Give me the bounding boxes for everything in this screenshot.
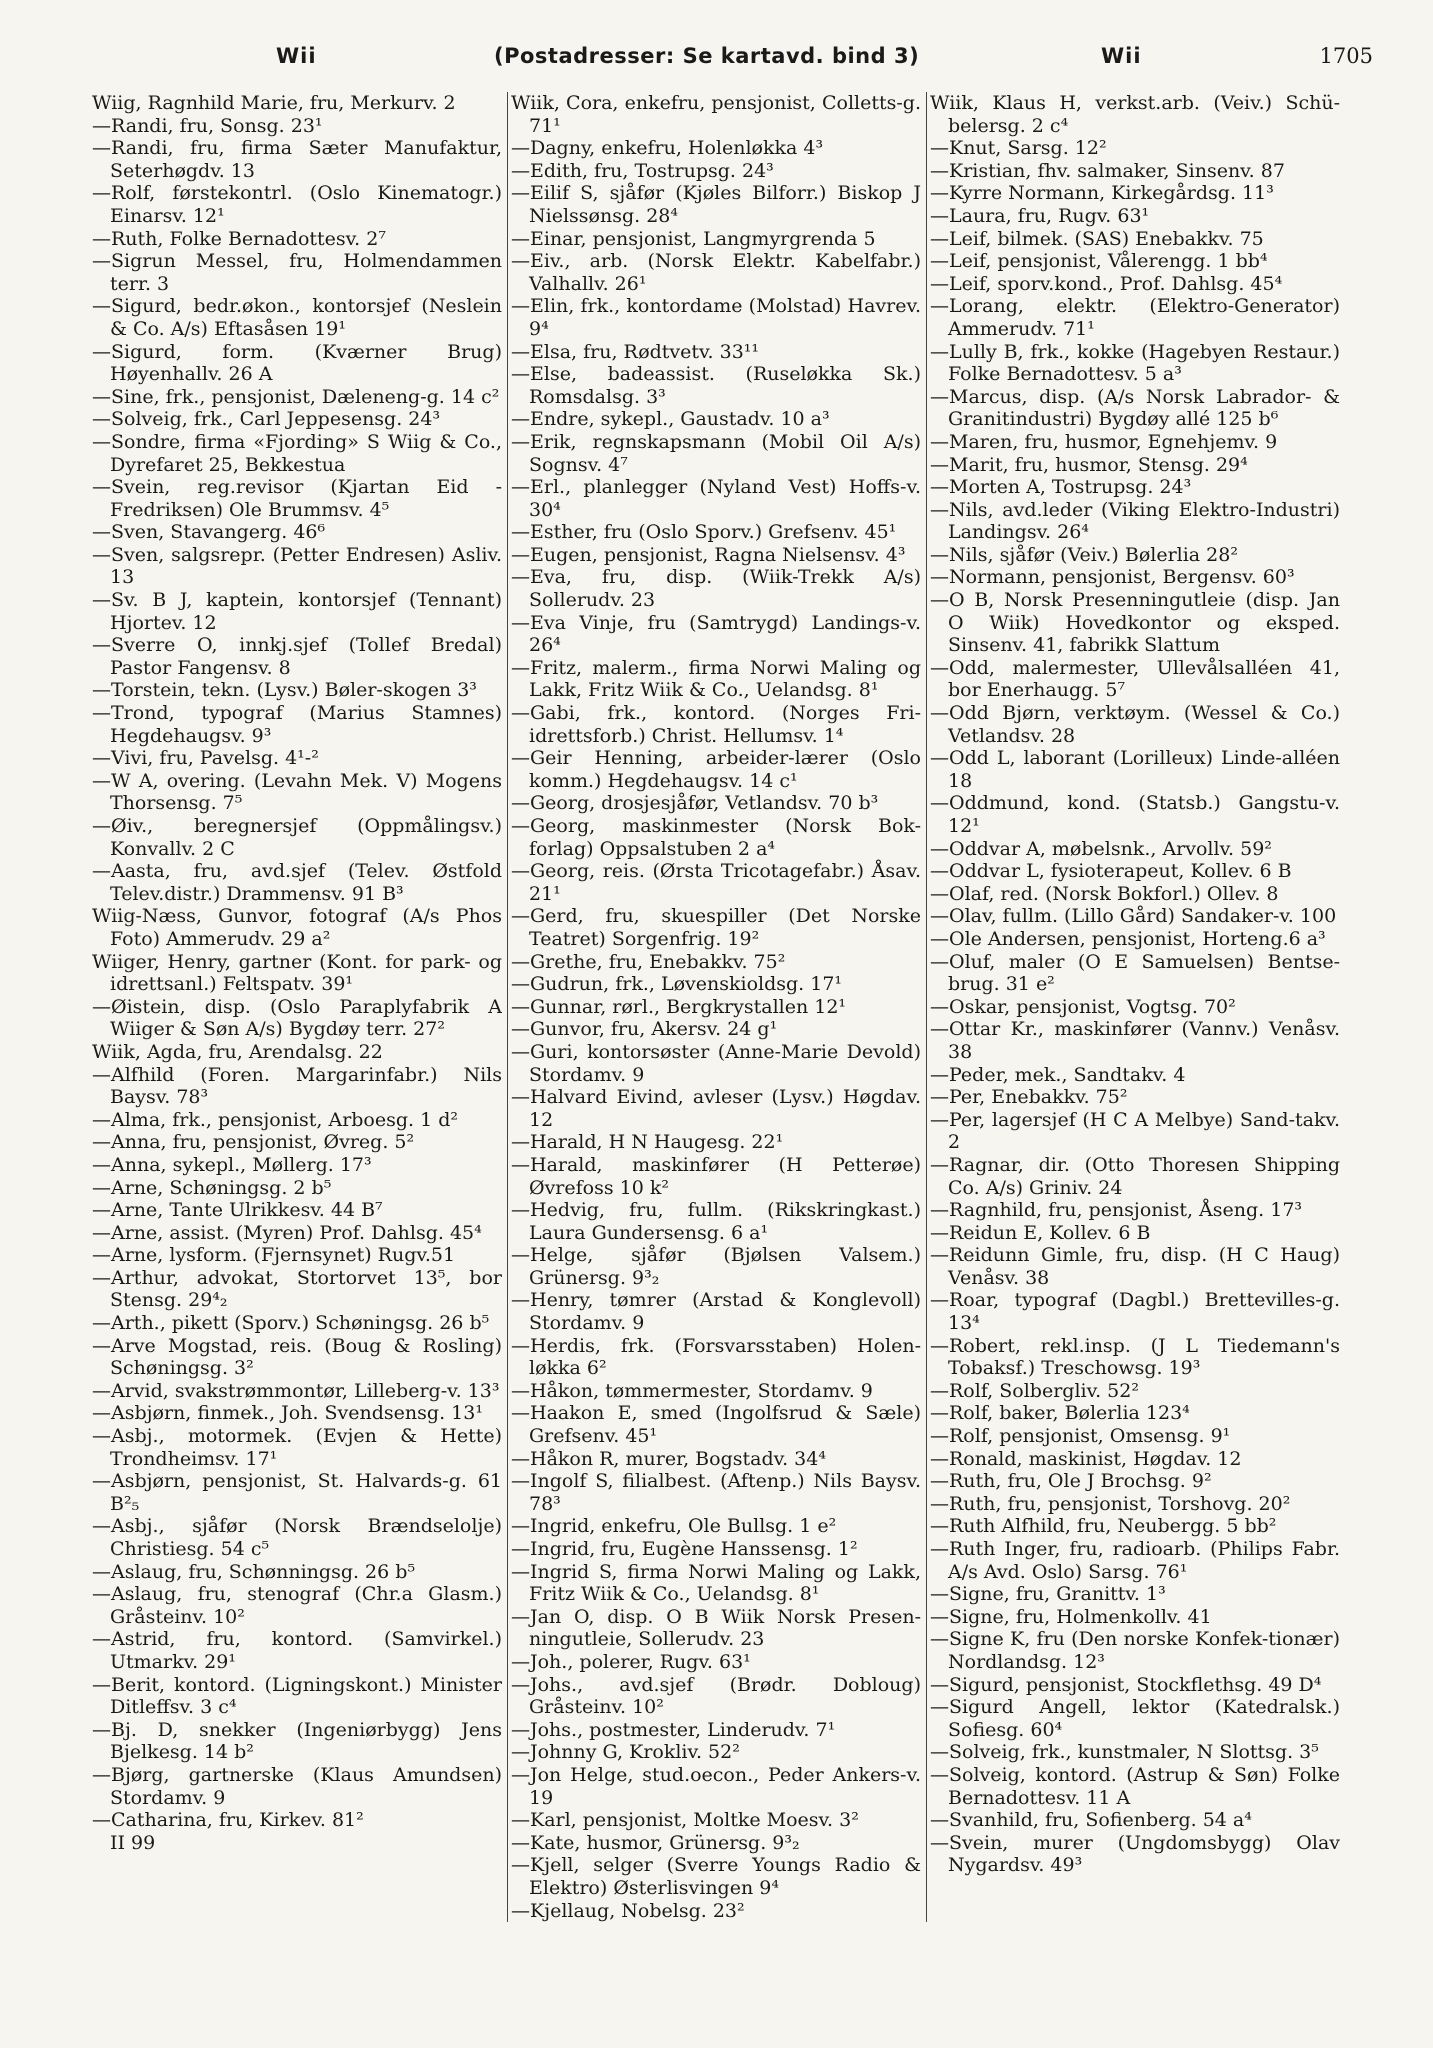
directory-entry: —Ruth, fru, pensjonist, Torshovg. 20² — [930, 1492, 1291, 1515]
directory-entry: —Arne, lysform. (Fjernsynet) Rugv.51 — [92, 1244, 456, 1267]
directory-entry: —Henry, tømrer (Arstad & Konglevoll) Stordamv. 9 — [511, 1289, 921, 1335]
directory-entry: —Halvard Eivind, avleser (Lysv.) Høgdav. 12 — [511, 1086, 921, 1131]
directory-entry: —Erik, regnskapsmann (Mobil Oil A/s) Sognsv. 4⁷ — [511, 430, 921, 476]
directory-entry: —Sondre, firma «Fjording» S Wiig & Co., Dyrefaret 25, Bekkestua — [92, 430, 502, 476]
directory-entry: Wiig-Næss, Gunvor, fotograf (A/s Phos Foto) Ammerudv. 29 a² — [92, 905, 502, 950]
directory-entry: —Kate, husmor, Grünersg. 9³₂ — [511, 1831, 800, 1854]
directory-entry: —Harald, H N Haugesg. 22¹ — [511, 1131, 784, 1154]
directory-entry: —Signe, fru, Holmenkollv. 41 — [930, 1605, 1212, 1628]
directory-entry: —Asbjørn, pensjonist, St. Halvards-g. 61 B²₅ — [92, 1470, 502, 1515]
directory-entry: —Gunnar, rørl., Bergkrystallen 12¹ — [511, 995, 847, 1018]
directory-entry: —Eva Vinje, fru (Samtrygd) Landings-v. 26⁴ — [511, 611, 921, 657]
directory-entry: —Lully B, frk., kokke (Hagebyen Restaur.) Folke Bernadottesv. 5 a³ — [930, 340, 1340, 386]
directory-entry: —Øiv., beregnersjef (Oppmålingsv.) Konvallv. 2 C — [92, 815, 502, 860]
directory-entry: —Ottar Kr., maskinfører (Vannv.) Venåsv. 38 — [930, 1018, 1340, 1063]
directory-entry: —Sigurd, pensjonist, Stockflethsg. 49 D⁴ — [930, 1673, 1322, 1696]
directory-entry: —Catharina, fru, Kirkev. 81² — [92, 1809, 364, 1832]
directory-entry: —Johnny G, Krokliv. 52² — [511, 1741, 740, 1764]
directory-entry: —Sigurd Angell, lektor (Katedralsk.) Sofiesg. 60⁴ — [930, 1696, 1340, 1741]
directory-entry: —Sverre O, innkj.sjef (Tollef Bredal) Pastor Fangensv. 8 — [92, 634, 502, 679]
directory-entry: —Reidunn Gimle, fru, disp. (H C Haug) Venåsv. 38 — [930, 1244, 1340, 1289]
directory-entry: —Laura, fru, Rugv. 63¹ — [930, 204, 1150, 227]
directory-entry: —Sigurd, bedr.økon., kontorsjef (Neslein & Co. A/s) Eftasåsen 19¹ — [92, 295, 502, 340]
directory-entry: —Kristian, fhv. salmaker, Sinsenv. 87 — [930, 159, 1285, 182]
directory-entry: —Alfhild (Foren. Margarinfabr.) Nils Baysv. 78³ — [92, 1063, 502, 1109]
directory-entry: —Odd L, laborant (Lorilleux) Linde-alléen 18 — [930, 747, 1340, 792]
directory-entry: —Svein, reg.revisor (Kjartan Eid - Fredriksen) Ole Brummsv. 4⁵ — [92, 476, 502, 521]
directory-entry: —Grethe, fru, Enebakkv. 75² — [511, 950, 786, 973]
directory-entry: —Einar, pensjonist, Langmyrgrenda 5 — [511, 227, 876, 250]
directory-entry: —Marcus, disp. (A/s Norsk Labrador- & Granitindustri) Bygdøy allé 125 b⁶ — [930, 385, 1340, 431]
column-1 — [92, 92, 502, 1932]
directory-entry: —Haakon E, smed (Ingolfsrud & Sæle) Grefsenv. 45¹ — [511, 1402, 921, 1448]
directory-entry: —Aasta, fru, avd.sjef (Telev. Østfold Telev.distr.) Drammensv. 91 B³ — [92, 860, 502, 905]
directory-entry: —Karl, pensjonist, Moltke Moesv. 3² — [511, 1809, 859, 1832]
directory-entry: —Ruth, Folke Bernadottesv. 2⁷ — [92, 227, 386, 250]
directory-entry: —Oddvar A, møbelsnk., Arvollv. 59² — [930, 837, 1272, 860]
directory-entry: —Arne, Schøningsg. 2 b⁵ — [92, 1176, 332, 1199]
directory-entry: —Gudrun, frk., Løvenskioldsg. 17¹ — [511, 973, 843, 996]
directory-entry: —Solveig, kontord. (Astrup & Søn) Folke Bernadottesv. 11 A — [930, 1763, 1340, 1809]
directory-entry: —Svein, murer (Ungdomsbygg) Olav Nygardsv. 49³ — [930, 1831, 1340, 1877]
directory-entry: —Esther, fru (Oslo Sporv.) Grefsenv. 45¹ — [511, 521, 897, 544]
header-left-guideword: Wii — [276, 44, 317, 68]
page-number: 1705 — [1319, 44, 1373, 68]
directory-entry: —Vivi, fru, Pavelsg. 4¹-² — [92, 747, 319, 770]
directory-entry: —Solveig, frk., Carl Jeppesensg. 24³ — [92, 408, 441, 431]
directory-entry: —Kyrre Normann, Kirkegårdsg. 11³ — [930, 182, 1274, 205]
directory-entry: —Asbj., motormek. (Evjen & Hette) Trondheimsv. 17¹ — [92, 1425, 502, 1470]
directory-entry: —Fritz, malerm., firma Norwi Maling og Lakk, Fritz Wiik & Co., Uelandsg. 8¹ — [511, 656, 921, 702]
directory-entry: —Harald, maskinfører (H Petterøe) Øvrefoss 10 k² — [511, 1153, 921, 1199]
directory-entry: —Normann, pensjonist, Bergensv. 60³ — [930, 566, 1295, 589]
directory-entry: —Rolf, pensjonist, Omsensg. 9¹ — [930, 1425, 1231, 1448]
directory-entry: —Anna, sykepl., Møllerg. 17³ — [92, 1153, 372, 1176]
directory-entry: —Oluf, maler (O E Samuelsen) Bentse-brug. 31 e² — [930, 950, 1340, 996]
directory-entry: —Signe, fru, Granittv. 1³ — [930, 1583, 1166, 1606]
directory-entry: —Gunvor, fru, Akersv. 24 g¹ — [511, 1018, 778, 1041]
directory-entry: —Ruth Inger, fru, radioarb. (Philips Fabr. A/s Avd. Oslo) Sarsg. 76¹ — [930, 1538, 1340, 1583]
directory-entry: Wiik, Klaus H, verkst.arb. (Veiv.) Schü-belersg. 2 c⁴ — [930, 92, 1340, 137]
directory-entry: —Sigrun Messel, fru, Holmendammen terr. 3 — [92, 250, 502, 295]
directory-entry: —Odd Bjørn, verktøym. (Wessel & Co.) Vetlandsv. 28 — [930, 702, 1340, 747]
directory-entry: —Ronald, maskinist, Høgdav. 12 — [930, 1447, 1242, 1470]
directory-entry: —Ingrid, fru, Eugène Hanssensg. 1² — [511, 1538, 858, 1560]
directory-entry: —Arne, assist. (Myren) Prof. Dahlsg. 45⁴ — [92, 1221, 482, 1244]
directory-entry: —Rolf, førstekontrl. (Oslo Kinematogr.) Einarsv. 12¹ — [92, 182, 502, 227]
directory-entry: —Georg, drosjesjåfør, Vetlandsv. 70 b³ — [511, 792, 879, 815]
directory-entry: —Lorang, elektr. (Elektro-Generator) Ammerudv. 71¹ — [930, 295, 1340, 340]
directory-entry: Wiik, Cora, enkefru, pensjonist, Colletts-g. 71¹ — [511, 92, 921, 137]
column-3 — [930, 92, 1340, 1932]
header-right-guideword: Wii — [1101, 44, 1142, 68]
directory-entry: —Arne, Tante Ulrikkesv. 44 B⁷ — [92, 1199, 383, 1222]
directory-entry: —Georg, maskinmester (Norsk Bok-forlag) Oppsalstuben 2 a⁴ — [511, 815, 921, 860]
directory-entry: —Eilif S, sjåfør (Kjøles Bilforr.) Biskop J Nielssønsg. 28⁴ — [511, 182, 921, 227]
directory-entry: —Per, lagersjef (H C A Melbye) Sand-takv. 2 — [930, 1108, 1340, 1154]
directory-entry: —Arvid, svakstrømmontør, Lilleberg-v. 13³ — [92, 1379, 500, 1402]
directory-entry: —Jan O, disp. O B Wiik Norsk Presen-ningutleie, Sollerudv. 23 — [511, 1605, 921, 1651]
directory-entry: —Kjellaug, Nobelsg. 23² — [511, 1899, 745, 1922]
directory-entry: —Randi, fru, firma Sæter Manufaktur, Seterhøgdv. 13 — [92, 137, 502, 182]
directory-entry: —Sven, Stavangerg. 46⁶ — [92, 521, 326, 544]
directory-entry: —Nils, avd.leder (Viking Elektro-Industri) Landingsv. 26⁴ — [930, 498, 1340, 544]
directory-entry: —Odd, malermester, Ullevålsalléen 41, bor Enerhaugg. 5⁷ — [930, 656, 1340, 702]
directory-entry: —Sven, salgsrepr. (Petter Endresen) Asliv. 13 — [92, 543, 502, 589]
directory-entry: —Håkon R, murer, Bogstadv. 34⁴ — [511, 1447, 826, 1470]
directory-entry: —Johs., avd.sjef (Brødr. Dobloug) Gråsteinv. 10² — [511, 1673, 921, 1719]
directory-entry: —Robert, rekl.insp. (J L Tiedemann's Tobaksf.) Treschowsg. 19³ — [930, 1334, 1340, 1380]
directory-entry: —Morten A, Tostrupsg. 24³ — [930, 476, 1192, 499]
column-2 — [511, 92, 921, 1932]
directory-entry: —Olav, fullm. (Lillo Gård) Sandaker-v. 100 — [930, 905, 1337, 928]
directory-entry: —Eiv., arb. (Norsk Elektr. Kabelfabr.) Valhallv. 26¹ — [511, 250, 921, 295]
directory-entry: —Ingrid S, firma Norwi Maling og Lakk, Fritz Wiik & Co., Uelandsg. 8¹ — [511, 1560, 921, 1606]
directory-entry: —Bjørg, gartnerske (Klaus Amundsen) Stordamv. 9 — [92, 1763, 502, 1809]
directory-entry: —Sigurd, form. (Kværner Brug) Høyenhallv. 26 A — [92, 340, 502, 386]
header-center-note: (Postadresser: Se kartavd. bind 3) — [494, 44, 920, 68]
directory-entry: —Jon Helge, stud.oecon., Peder Ankers-v. 19 — [511, 1763, 921, 1809]
directory-entry: —Arth., pikett (Sporv.) Schøningsg. 26 b⁵ — [92, 1312, 490, 1335]
directory-entry: Wiik, Agda, fru, Arendalsg. 22 — [92, 1040, 383, 1063]
directory-entry: —Signe K, fru (Den norske Konfek-tionær) Nordlandsg. 12³ — [930, 1628, 1340, 1673]
directory-entry: —Ole Andersen, pensjonist, Horteng.6 a³ — [930, 927, 1326, 950]
directory-entry: —Berit, kontord. (Ligningskont.) Minister Ditleffsv. 3 c⁴ — [92, 1673, 502, 1719]
directory-entry: —Olaf, red. (Norsk Bokforl.) Ollev. 8 — [930, 882, 1279, 905]
directory-entry: —Ragnhild, fru, pensjonist, Åseng. 17³ — [930, 1199, 1303, 1222]
directory-entry: —Leif, pensjonist, Vålerengg. 1 bb⁴ — [930, 250, 1268, 273]
directory-entry: —Dagny, enkefru, Holenløkka 4³ — [511, 137, 824, 160]
directory-entry: —Randi, fru, Sonsg. 23¹ — [92, 114, 323, 137]
directory-entry: —Roar, typograf (Dagbl.) Brettevilles-g. 13⁴ — [930, 1289, 1340, 1335]
directory-entry: —Arthur, advokat, Stortorvet 13⁵, bor Stensg. 29⁴₂ — [92, 1266, 502, 1312]
directory-entry: —Ragnar, dir. (Otto Thoresen Shipping Co. A/s) Griniv. 24 — [930, 1153, 1340, 1199]
directory-entry: —Bj. D, snekker (Ingeniørbygg) Jens Bjelkesg. 14 b² — [92, 1718, 502, 1764]
directory-entry: —Per, Enebakkv. 75² — [930, 1086, 1128, 1109]
directory-entry: —Marit, fru, husmor, Stensg. 29⁴ — [930, 453, 1248, 476]
directory-entry: —Asbj., sjåfør (Norsk Brændselolje) Christiesg. 54 c⁵ — [92, 1515, 502, 1560]
directory-entry: —Reidun E, Kollev. 6 B — [930, 1221, 1151, 1244]
directory-entry: —Sine, frk., pensjonist, Dæleneng-g. 14 c² — [92, 385, 500, 408]
directory-entry: —Eugen, pensjonist, Ragna Nielsensv. 4³ — [511, 543, 906, 566]
directory-entry: —Ingolf S, filialbest. (Aftenp.) Nils Baysv. 78³ — [511, 1470, 921, 1515]
directory-entry: —W A, overing. (Levahn Mek. V) Mogens Thorsensg. 7⁵ — [92, 769, 502, 815]
directory-entry: —Edith, fru, Tostrupsg. 24³ — [511, 159, 774, 182]
directory-entry: —Aslaug, fru, stenograf (Chr.a Glasm.) Gråsteinv. 10² — [92, 1583, 502, 1628]
directory-entry: —Rolf, baker, Bølerlia 123⁴ — [930, 1402, 1190, 1425]
columns-container — [92, 92, 1388, 1932]
directory-entry: —Johs., postmester, Linderudv. 7¹ — [511, 1718, 836, 1741]
directory-entry: —Anna, fru, pensjonist, Øvreg. 5² — [92, 1131, 415, 1154]
directory-entry: —Georg, reis. (Ørsta Tricotagefabr.) Åsav. 21¹ — [511, 860, 921, 905]
directory-entry: —Aslaug, fru, Schønningsg. 26 b⁵ — [92, 1560, 416, 1583]
directory-entry: —Peder, mek., Sandtakv. 4 — [930, 1063, 1186, 1086]
directory-entry: —Ruth Alfhild, fru, Neubergg. 5 bb² — [930, 1515, 1277, 1538]
directory-entry: —Maren, fru, husmor, Egnehjemv. 9 — [930, 430, 1278, 453]
directory-entry: —Knut, Sarsg. 12² — [930, 137, 1107, 160]
directory-entry: —Gerd, fru, skuespiller (Det Norske Teatret) Sorgenfrig. 19² — [511, 905, 921, 950]
directory-entry: —Nils, sjåfør (Veiv.) Bølerlia 28² — [930, 543, 1238, 566]
directory-entry: —Geir Henning, arbeider-lærer (Oslo komm.) Hegdehaugsv. 14 c¹ — [511, 747, 921, 792]
directory-entry: —Erl., planlegger (Nyland Vest) Hoffs-v. 30⁴ — [511, 476, 921, 521]
page-header — [86, 44, 1373, 80]
directory-entry: —Leif, bilmek. (SAS) Enebakkv. 75 — [930, 227, 1264, 250]
directory-entry: —Elsa, fru, Rødtvetv. 33¹¹ — [511, 340, 760, 363]
directory-entry: —Gabi, frk., kontord. (Norges Fri-idrettsforb.) Christ. Hellumsv. 1⁴ — [511, 702, 921, 747]
directory-entry: —Eva, fru, disp. (Wiik-Trekk A/s) Sollerudv. 23 — [511, 566, 921, 612]
directory-entry: —Helge, sjåfør (Bjølsen Valsem.) Grünersg. 9³₂ — [511, 1244, 921, 1289]
directory-entry: —Herdis, frk. (Forsvarsstaben) Holen-løkka 6² — [511, 1334, 921, 1380]
directory-entry: —O B, Norsk Presenningutleie (disp. Jan O Wiik) Hovedkontor og eksped. Sinsenv. 41, fabrikk Slattum — [930, 589, 1340, 657]
directory-entry: —Kjell, selger (Sverre Youngs Radio & Elektro) Østerlisvingen 9⁴ — [511, 1854, 921, 1899]
directory-entry: —Ruth, fru, Ole J Brochsg. 9² — [930, 1470, 1212, 1493]
directory-entry: —Guri, kontorsøster (Anne-Marie Devold) Stordamv. 9 — [511, 1040, 921, 1086]
directory-entry: —Endre, sykepl., Gaustadv. 10 a³ — [511, 408, 830, 431]
printer-signature: II 99 — [110, 1831, 156, 1854]
directory-entry: —Joh., polerer, Rugv. 63¹ — [511, 1650, 751, 1673]
directory-entry: —Oddmund, kond. (Statsb.) Gangstu-v. 12¹ — [930, 792, 1340, 837]
directory-entry: —Håkon, tømmermester, Stordamv. 9 — [511, 1379, 873, 1402]
directory-entry: —Arve Mogstad, reis. (Boug & Rosling) Schøningsg. 3² — [92, 1334, 502, 1380]
directory-entry: —Trond, typograf (Marius Stamnes) Hegdehaugsv. 9³ — [92, 702, 502, 747]
directory-entry: —Hedvig, fru, fullm. (Rikskringkast.) Laura Gundersensg. 6 a¹ — [511, 1199, 921, 1244]
directory-entry: —Sv. B J, kaptein, kontorsjef (Tennant) Hjortev. 12 — [92, 589, 502, 634]
directory-entry: —Oskar, pensjonist, Vogtsg. 70² — [930, 995, 1236, 1018]
directory-entry: —Rolf, Solbergliv. 52² — [930, 1379, 1139, 1402]
directory-entry: —Alma, frk., pensjonist, Arboesg. 1 d² — [92, 1108, 459, 1131]
directory-entry: —Oddvar L, fysioterapeut, Kollev. 6 B — [930, 860, 1292, 883]
directory-entry: —Astrid, fru, kontord. (Samvirkel.) Utmarkv. 29¹ — [92, 1628, 502, 1673]
directory-entry: —Torstein, tekn. (Lysv.) Bøler-skogen 3³ — [92, 679, 477, 702]
directory-entry: —Solveig, frk., kunstmaler, N Slottsg. 3⁵ — [930, 1741, 1319, 1764]
directory-entry: —Øistein, disp. (Oslo Paraplyfabrik A Wiiger & Søn A/s) Bygdøy terr. 27² — [92, 995, 502, 1041]
directory-entry: —Asbjørn, finmek., Joh. Svendsensg. 13¹ — [92, 1402, 483, 1425]
directory-entry: —Svanhild, fru, Sofienberg. 54 a⁴ — [930, 1809, 1252, 1832]
directory-entry: —Else, badeassist. (Ruseløkka Sk.) Romsdalsg. 3³ — [511, 363, 921, 408]
directory-entry: Wiig, Ragnhild Marie, fru, Merkurv. 2 — [92, 92, 456, 114]
directory-entry: —Ingrid, enkefru, Ole Bullsg. 1 e² — [511, 1515, 837, 1538]
directory-entry: —Leif, sporv.kond., Prof. Dahlsg. 45⁴ — [930, 272, 1283, 295]
directory-entry: Wiiger, Henry, gartner (Kont. for park- og idrettsanl.) Feltspatv. 39¹ — [92, 950, 502, 996]
directory-entry: —Elin, frk., kontordame (Molstad) Havrev. 9⁴ — [511, 295, 921, 340]
